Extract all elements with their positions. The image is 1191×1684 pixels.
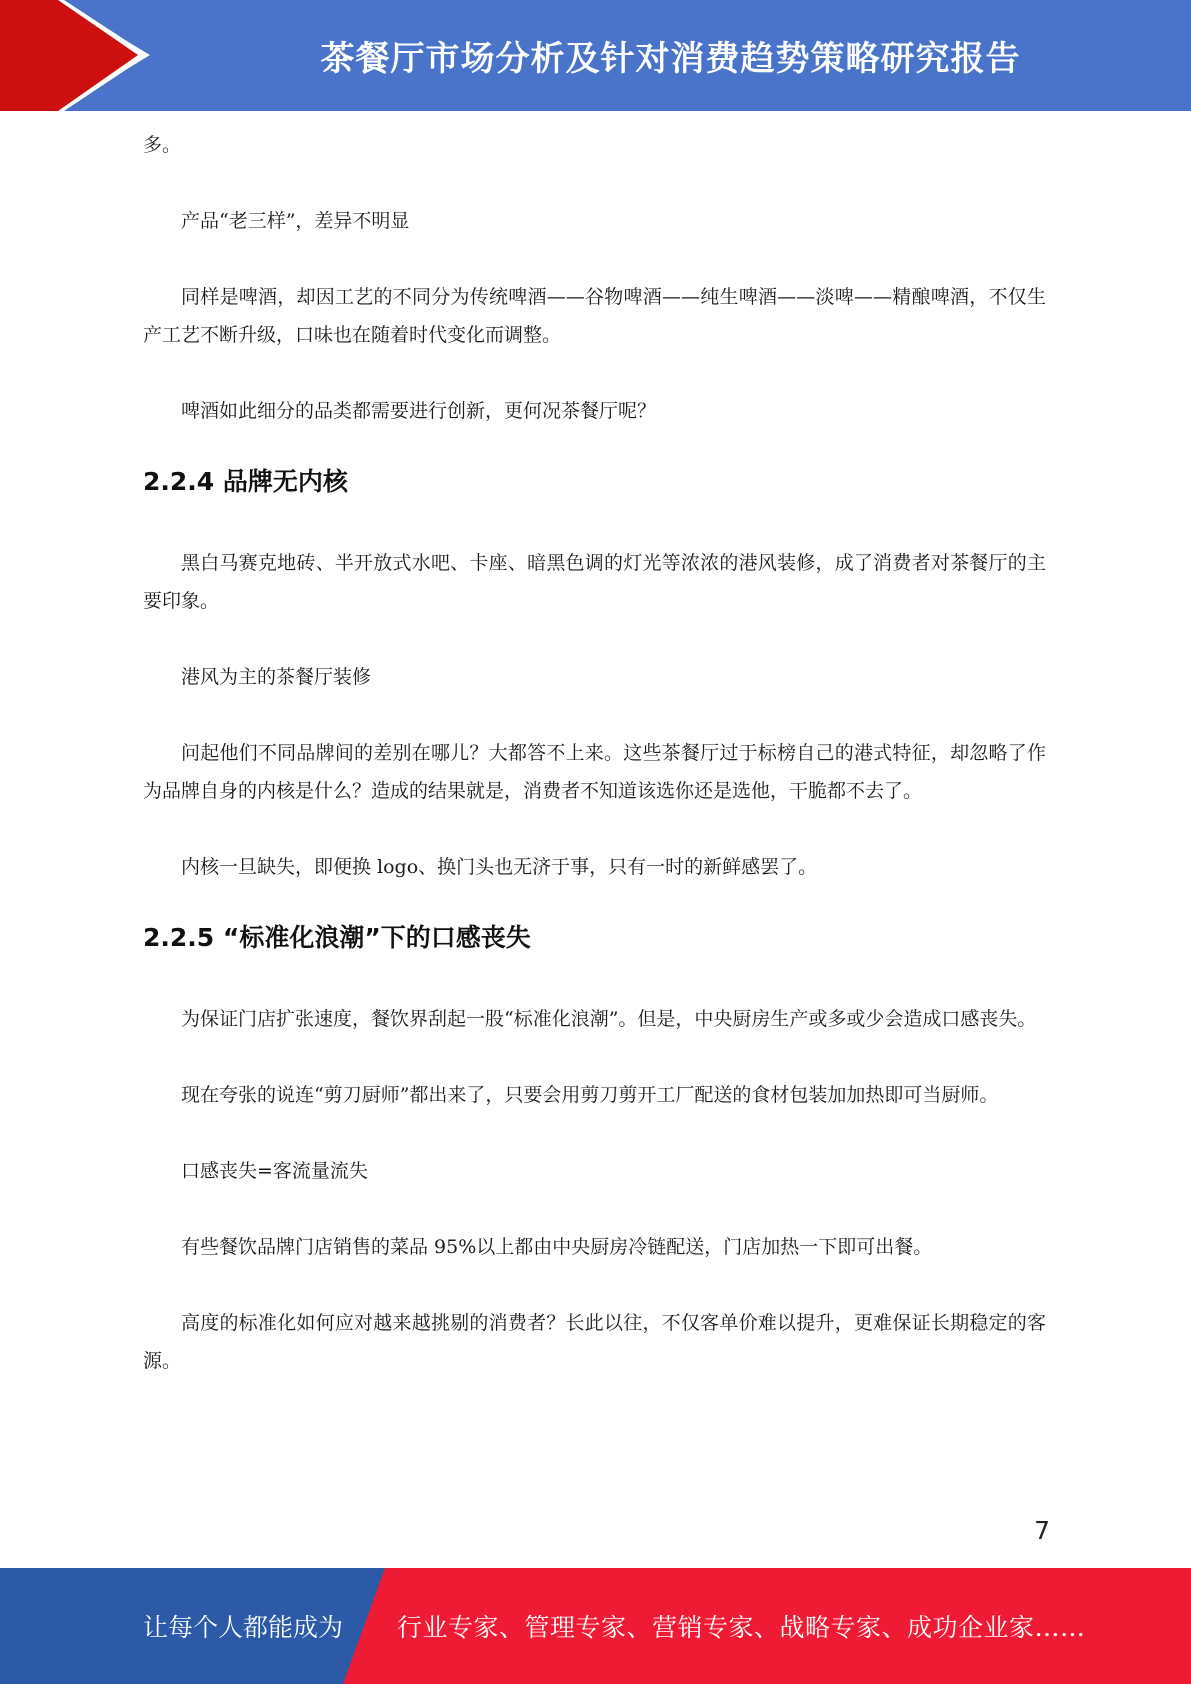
- section-heading: 2.2.5 “标准化浪潮”下的口感丧失: [143, 923, 531, 952]
- footer-slogan-left: 让每个人都能成为: [143, 1613, 344, 1642]
- page-header: [0, 0, 1191, 111]
- footer-slogan-right: 行业专家、管理专家、营销专家、战略专家、成功企业家……: [397, 1613, 1086, 1642]
- paragraph: 港风为主的茶餐厅装修: [181, 666, 372, 688]
- paragraph: 产品“老三样”，差异不明显: [181, 210, 410, 232]
- section-heading: 2.2.4 品牌无内核: [143, 467, 348, 496]
- document-body: [143, 126, 1046, 1380]
- paragraph: 黑白马赛克地砖、半开放式水吧、卡座、暗黑色调的灯光等浓浓的港风装修，成了消费者对茶餐厅的主要印象。: [143, 552, 1046, 612]
- paragraph: 内核一旦缺失，即便换 logo、换门头也无济于事，只有一时的新鲜感罢了。: [181, 856, 818, 878]
- page-footer: [0, 1568, 1191, 1684]
- paragraph: 问起他们不同品牌间的差别在哪儿？大都答不上来。这些茶餐厅过于标榜自己的港式特征，却忽略了作为品牌自身的内核是什么？造成的结果就是，消费者不知道该选你还是选他，干脆都不去了。: [143, 742, 1046, 802]
- paragraph: 为保证门店扩张速度，餐饮界刮起一股“标准化浪潮”。但是，中央厨房生产或多或少会造成口感丧失。: [181, 1008, 1037, 1030]
- paragraph: 口感丧失=客流量流失: [181, 1160, 368, 1182]
- report-title: 茶餐厅市场分析及针对消费趋势策略研究报告: [320, 39, 1021, 79]
- paragraph: 高度的标准化如何应对越来越挑剔的消费者？长此以往，不仅客单价难以提升，更难保证长期稳定的客源。: [143, 1312, 1046, 1372]
- paragraph: 现在夸张的说连“剪刀厨师”都出来了，只要会用剪刀剪开工厂配送的食材包装加加热即可当厨师。: [181, 1084, 999, 1106]
- page-number: 7: [1034, 1516, 1050, 1545]
- paragraph: 多。: [143, 134, 182, 156]
- paragraph: 同样是啤酒，却因工艺的不同分为传统啤酒——谷物啤酒——纯生啤酒——淡啤——精酿啤酒，不仅生产工艺不断升级，口味也在随着时代变化而调整。: [143, 286, 1046, 346]
- paragraph: 啤酒如此细分的品类都需要进行创新，更何况茶餐厅呢？: [181, 400, 657, 422]
- paragraph: 有些餐饮品牌门店销售的菜品 95%以上都由中央厨房冷链配送，门店加热一下即可出餐。: [181, 1236, 933, 1258]
